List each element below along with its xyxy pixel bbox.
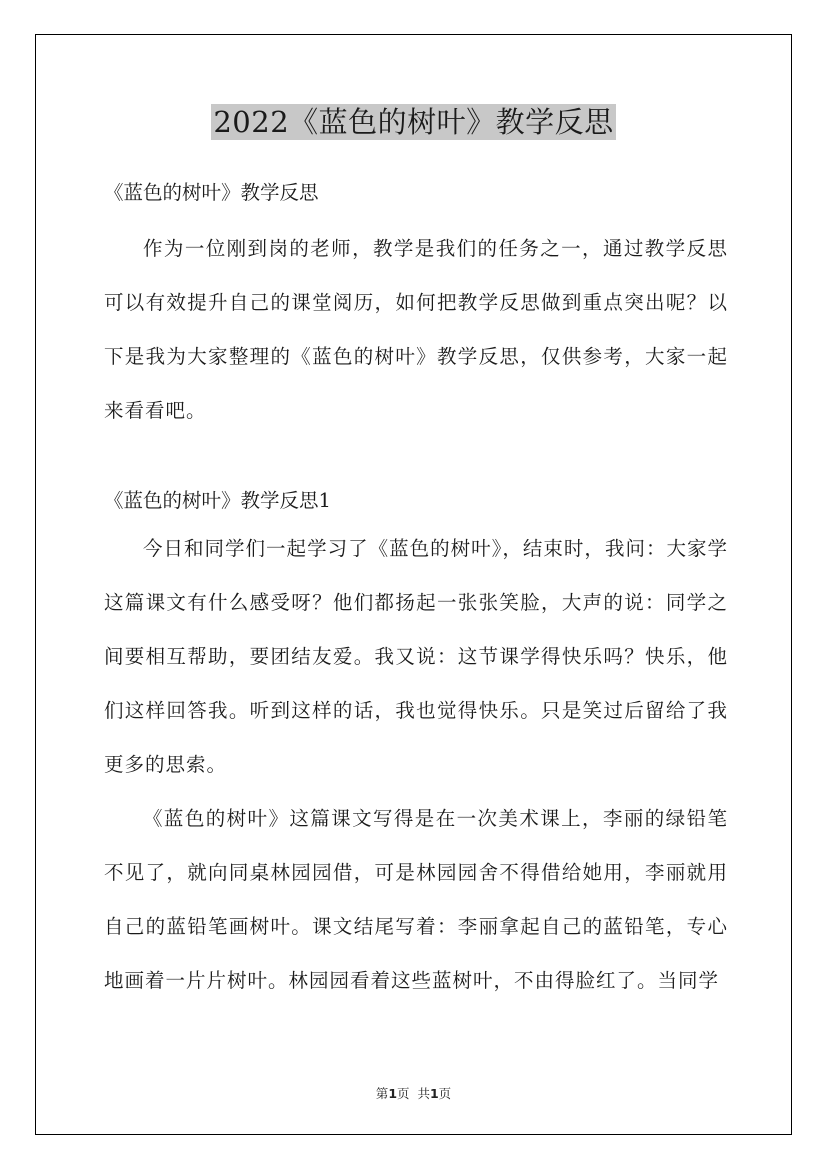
section-1-paragraph-2: 《蓝色的树叶》这篇课文写得是在一次美术课上，李丽的绿铅笔不见了，就向同桌林园园借，可是林园园舍不得借给她用，李丽就用自己的蓝铅笔画树叶。课文结尾写着：李丽拿起自己的蓝铅笔，专心地画着一片片树叶。林园园看着这些蓝树叶，不由得脸红了。当同学	[104, 807, 728, 992]
section-gap	[104, 438, 728, 482]
document-title: 2022《蓝色的树叶》教学反思	[213, 105, 614, 139]
footer-page-current: 1	[388, 1086, 398, 1101]
intro-subheading: 《蓝色的树叶》教学反思	[104, 181, 319, 204]
section-1-heading: 《蓝色的树叶》教学反思1	[104, 489, 331, 512]
title-wrap	[0, 104, 827, 140]
page-footer	[0, 1084, 827, 1102]
footer-mid: 页 共	[397, 1086, 430, 1101]
document-body	[104, 174, 728, 1008]
section-1-paragraph-1: 今日和同学们一起学习了《蓝色的树叶》，结束时，我问：大家学这篇课文有什么感受呀？他们都扬起一张张笑脸，大声的说：同学之间要相互帮助，要团结友爱。我又说：这节课学得快乐吗？快乐，他们这样回答我。听到这样的话，我也觉得快乐。只是笑过后留给了我更多的思索。	[104, 537, 728, 776]
footer-suffix: 页	[438, 1086, 452, 1101]
footer-page-total: 1	[429, 1086, 439, 1101]
footer-prefix: 第	[375, 1086, 389, 1101]
intro-paragraph: 作为一位刚到岗的老师，教学是我们的任务之一，通过教学反思可以有效提升自己的课堂阅历，如何把教学反思做到重点突出呢？以下是我为大家整理的《蓝色的树叶》教学反思，仅供参考，大家一起来看看吧。	[104, 237, 728, 422]
